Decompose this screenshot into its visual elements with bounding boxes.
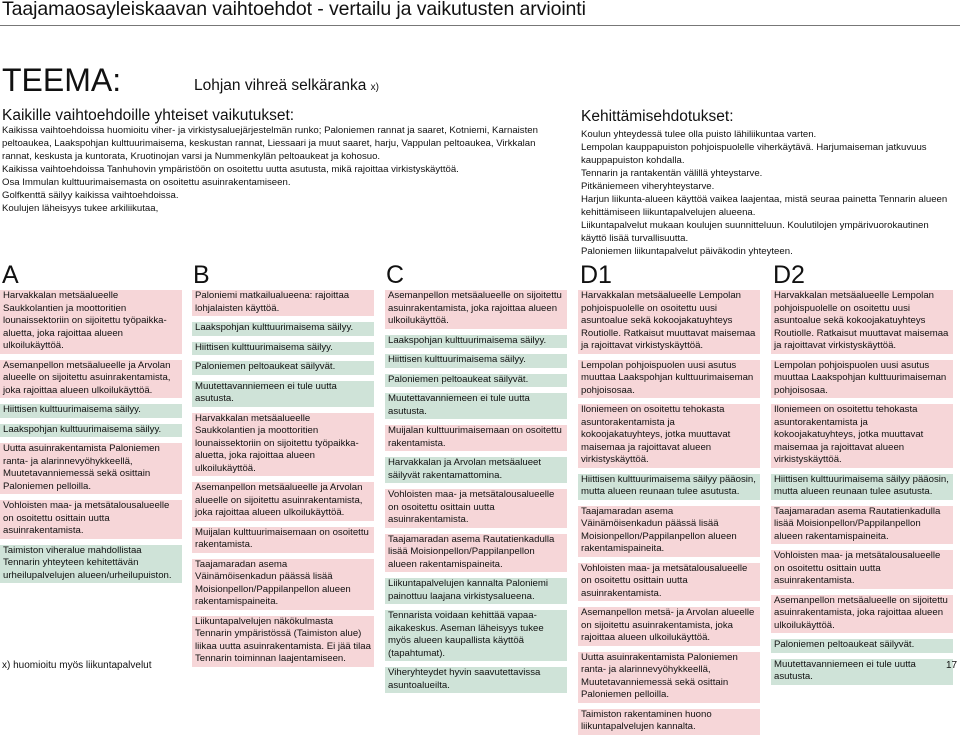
column-d2 xyxy=(771,290,953,691)
negative-effect-box: Vohloisten maa- ja metsätalousalueelle on osoitettu osittain uutta asuinrakentamista. xyxy=(0,500,182,539)
negative-effect-box: Muijalan kulttuurimaisemaan on osoitettu rakentamista. xyxy=(385,425,567,451)
recommendation-paragraph: Liikuntapalvelut mukaan koulujen suunnitteluun. Koulutilojen ympärivuorokautinen käyttö lisää turvallisuutta. xyxy=(581,220,929,244)
negative-effect-box: Iloniemeen on osoitettu tehokasta asuntorakentamista ja kokoojakatuyhteys, jotka muuttavat maisemaa ja rajoittavat alueen virkistyskäyttöä. xyxy=(771,404,953,468)
negative-effect-box: Paloniemi matkailualueena: rajoittaa lohjalaisten käyttöä. xyxy=(192,290,374,316)
negative-effect-box: Asemanpellon metsäalueelle on sijoitettu asuinrakentamista, joka rajoittaa alueen ulkoilukäyttöä. xyxy=(385,290,567,329)
common-effects-text xyxy=(2,124,560,215)
negative-effect-box: Vohloisten maa- ja metsätalousalueelle on osoitettu osittain uutta asuinrakentamista. xyxy=(578,563,760,602)
positive-effect-box: Laakspohjan kulttuurimaisema säilyy. xyxy=(385,335,567,349)
recommendation-paragraph: Koulun yhteydessä tulee olla puisto lähiliikuntaa varten. xyxy=(581,129,817,140)
recommendation-paragraph: Harjun liikunta-alueen käyttöä vaikea laajentaa, mistä seuraa painetta Tennarin alueen kehittämiseen liikuntapalvelujen alueena. xyxy=(581,194,948,218)
common-paragraph: Kaikissa vaihtoehdoissa Tanhuhovin ympäristöön on osoitettu uutta asutusta, mikä rajoittaa virkistyskäyttöä. xyxy=(2,164,459,175)
footnote: x) huomioitu myös liikuntapalvelut xyxy=(2,660,152,671)
negative-effect-box: Asemanpellon metsäalueelle ja Arvolan alueelle on sijoitettu asuinrakentamista, joka rajoittaa alueen ulkoilukäyttöä. xyxy=(0,360,182,399)
theme-name-line xyxy=(194,77,379,95)
theme-label: TEEMA: xyxy=(2,62,122,98)
negative-effect-box: Iloniemeen on osoitettu tehokasta asuntorakentamista ja kokoojakatuyhteys, jotka muuttavat maisemaa ja rajoittavat alueen virkistyskäyttöä. xyxy=(578,404,760,468)
recommendation-paragraph: Lempolan kauppapuiston pohjoispuolelle viherkäytävä. Harjumaiseman jatkuvuus kauppapuiston kohdalla. xyxy=(581,142,927,166)
positive-effect-box: Muutettavanniemeen ei tule uutta asutusta. xyxy=(385,393,567,419)
negative-effect-box: Harvakkalan metsäalueelle Lempolan pohjoispuolelle on osoitettu uusi asuntoalue sekä kokoojakatuyhteys Routiolle. Ratkaisut muuttavat maisemaa ja rajoittavat virkistyskäyttöä. xyxy=(771,290,953,354)
negative-effect-box: Taimiston rakentaminen huono liikuntapalvelujen kannalta. xyxy=(578,709,760,735)
positive-effect-box: Hiittisen kulttuurimaisema säilyy pääosin, mutta alueen reunaan tulee asutusta. xyxy=(771,474,953,500)
recommendation-paragraph: Tennarin ja rantakentän välillä yhteystarve. xyxy=(581,168,763,179)
positive-effect-box: Hiittisen kulttuurimaisema säilyy pääosin, mutta alueen reunaan tulee asutusta. xyxy=(578,474,760,500)
negative-effect-box: Harvakkalan metsäalueelle Lempolan pohjoispuolelle on osoitettu uusi asuntoalue sekä kokoojakatuyhteys Routiolle. Ratkaisut muuttavat maisemaa ja rajoittavat virkistyskäyttöä. xyxy=(578,290,760,354)
page-title: Taajamaosayleiskaavan vaihtoehdot - vertailu ja vaikutusten arviointi xyxy=(2,0,586,20)
negative-effect-box: Asemanpellon metsäalueelle ja Arvolan alueelle on sijoitettu asuinrakentamista, joka rajoittaa alueen ulkoilukäyttöä. xyxy=(192,482,374,521)
positive-effect-box: Hiittisen kulttuurimaisema säilyy. xyxy=(192,342,374,356)
theme-name: Lohjan vihreä selkäranka xyxy=(194,77,367,94)
positive-effect-box: Laakspohjan kulttuurimaisema säilyy. xyxy=(0,424,182,438)
negative-effect-box: Lempolan pohjoispuolen uusi asutus muuttaa Laakspohjan kulttuurimaiseman pohjoisosaa. xyxy=(771,360,953,399)
positive-effect-box: Paloniemen peltoaukeat säilyvät. xyxy=(385,374,567,388)
column-heading-a: A xyxy=(2,261,19,289)
column-heading-d2: D2 xyxy=(773,261,805,289)
theme-marker: x) xyxy=(370,82,379,93)
common-paragraph: Koulujen läheisyys tukee arkiliikutaa, xyxy=(2,203,159,214)
negative-effect-box: Taajamaradan asema Rautatienkadulla lisää Moisionpellon/Pappilanpellon alueen rakentamispaineita. xyxy=(771,506,953,545)
negative-effect-box: Taajamaradan asema Väinämöisenkadun päässä lisää Moisionpellon/Pappilanpellon alueen rakentamispaineita. xyxy=(578,506,760,557)
column-heading-c: C xyxy=(386,261,405,289)
column-b xyxy=(192,290,374,673)
negative-effect-box: Asemanpellon metsä- ja Arvolan alueelle on sijoitettu asuinrakentamista, joka rajoittaa alueen ulkoilukäyttöä. xyxy=(578,607,760,646)
positive-effect-box: Paloniemen peltoaukeat säilyvät. xyxy=(192,361,374,375)
positive-effect-box: Muutettavanniemeen ei tule uutta asutusta. xyxy=(771,659,953,685)
positive-effect-box: Laakspohjan kulttuurimaisema säilyy. xyxy=(192,322,374,336)
recommendation-paragraph: Paloniemen liikuntapalvelut päiväkodin yhteyteen. xyxy=(581,246,793,257)
recommendations-text xyxy=(581,128,953,258)
positive-effect-box: Taimiston viheralue mahdollistaa Tennarin yhteyteen kehitettävän urheilupalvelujen alueen/urheilupuiston. xyxy=(0,545,182,584)
column-heading-b: B xyxy=(193,261,210,289)
positive-effect-box: Harvakkalan ja Arvolan metsäalueet säilyvät rakentamattomina. xyxy=(385,457,567,483)
column-d1 xyxy=(578,290,760,741)
title-divider xyxy=(0,25,960,26)
positive-effect-box: Hiittisen kulttuurimaisema säilyy. xyxy=(385,354,567,368)
negative-effect-box: Liikuntapalvelujen näkökulmasta Tennarin ympäristössä (Taimiston alue) liikaa uutta asuinrakentamista. Ei jää tilaa Tennarin toiminnan laajentamiseen. xyxy=(192,616,374,667)
negative-effect-box: Vohloisten maa- ja metsätalousalueelle on osoitettu osittain uutta asuinrakentamista. xyxy=(771,550,953,589)
column-a xyxy=(0,290,182,589)
positive-effect-box: Muutettavanniemeen ei tule uutta asutusta. xyxy=(192,381,374,407)
negative-effect-box: Uutta asuinrakentamista Paloniemen ranta- ja alarinnevyöhykkeellä, Muutetavanniemessä sekä osittain Paloniemen pelloilla. xyxy=(0,443,182,494)
negative-effect-box: Vohloisten maa- ja metsätalousalueelle on osoitettu osittain uutta asuinrakentamista. xyxy=(385,489,567,528)
column-c xyxy=(385,290,567,699)
common-paragraph: Golfkenttä säilyy kaikissa vaihtoehdoissa. xyxy=(2,190,179,201)
negative-effect-box: Harvakkalan metsäalueelle Saukkolantien ja moottoritien lounaissektoriin on sijoitettu työpaikka-aluetta, joka rajoittaa alueen ulkoilukäyttöä. xyxy=(192,413,374,477)
recommendation-paragraph: Pitkäniemeen viheryhteystarve. xyxy=(581,181,715,192)
negative-effect-box: Muijalan kulttuurimaisemaan on osoitettu rakentamista. xyxy=(192,527,374,553)
common-paragraph: Kaikissa vaihtoehdoissa huomioitu viher- ja virkistysaluejärjestelmän runko; Paloniemen rannat ja saaret, Kotniemi, Karnaisten peltoaukea, Laakspohjan kulttuurimaisema, keskustan rannat, Liessaari ja muut saaret, harju, Vappulan peltoaukea, Virkkalan rannat, keskusta ja kuntorata, Kruotinojan varsi ja Nummenkylän peltoaukeat ja kohosuo. xyxy=(2,125,538,162)
negative-effect-box: Taajamaradan asema Väinämöisenkadun päässä lisää Moisionpellon/Pappilanpellon alueen rakentamispaineita. xyxy=(192,559,374,610)
recommendations-heading: Kehittämisehdotukset: xyxy=(581,108,734,125)
page-number: 17 xyxy=(946,660,958,671)
common-paragraph: Osa Immulan kulttuurimaisemasta on osoitettu asuinrakentamiseen. xyxy=(2,177,291,188)
negative-effect-box: Lempolan pohjoispuolen uusi asutus muuttaa Laakspohjan kulttuurimaiseman pohjoisosaa. xyxy=(578,360,760,399)
positive-effect-box: Liikuntapalvelujen kannalta Paloniemi painottuu laajana virkistysalueena. xyxy=(385,578,567,604)
positive-effect-box: Tennarista voidaan kehittää vapaa-aikakeskus. Aseman läheisyys tukee myös alueen kaupallista käyttöä (tapahtumat). xyxy=(385,610,567,661)
negative-effect-box: Asemanpellon metsäalueelle on sijoitettu asuinrakentamista, joka rajoittaa alueen ulkoilukäyttöä. xyxy=(771,595,953,634)
negative-effect-box: Uutta asuinrakentamista Paloniemen ranta- ja alarinnevyöhykkeellä, Muutetavanniemessä sekä osittain Paloniemen pelloilla. xyxy=(578,652,760,703)
column-heading-d1: D1 xyxy=(580,261,612,289)
negative-effect-box: Taajamaradan asema Rautatienkadulla lisää Moisionpellon/Pappilanpellon alueen rakentamispaineita. xyxy=(385,534,567,573)
positive-effect-box: Paloniemen peltoaukeat säilyvät. xyxy=(771,639,953,653)
negative-effect-box: Harvakkalan metsäalueelle Saukkolantien ja moottoritien lounaissektoriin on sijoitettu työpaikka-aluetta, joka rajoittaa alueen ulkoilukäyttöä. xyxy=(0,290,182,354)
positive-effect-box: Viheryhteydet hyvin saavutettavissa asuntoalueilta. xyxy=(385,667,567,693)
positive-effect-box: Hiittisen kulttuurimaisema säilyy. xyxy=(0,404,182,418)
common-effects-heading: Kaikille vaihtoehdoille yhteiset vaikutukset: xyxy=(2,107,295,124)
